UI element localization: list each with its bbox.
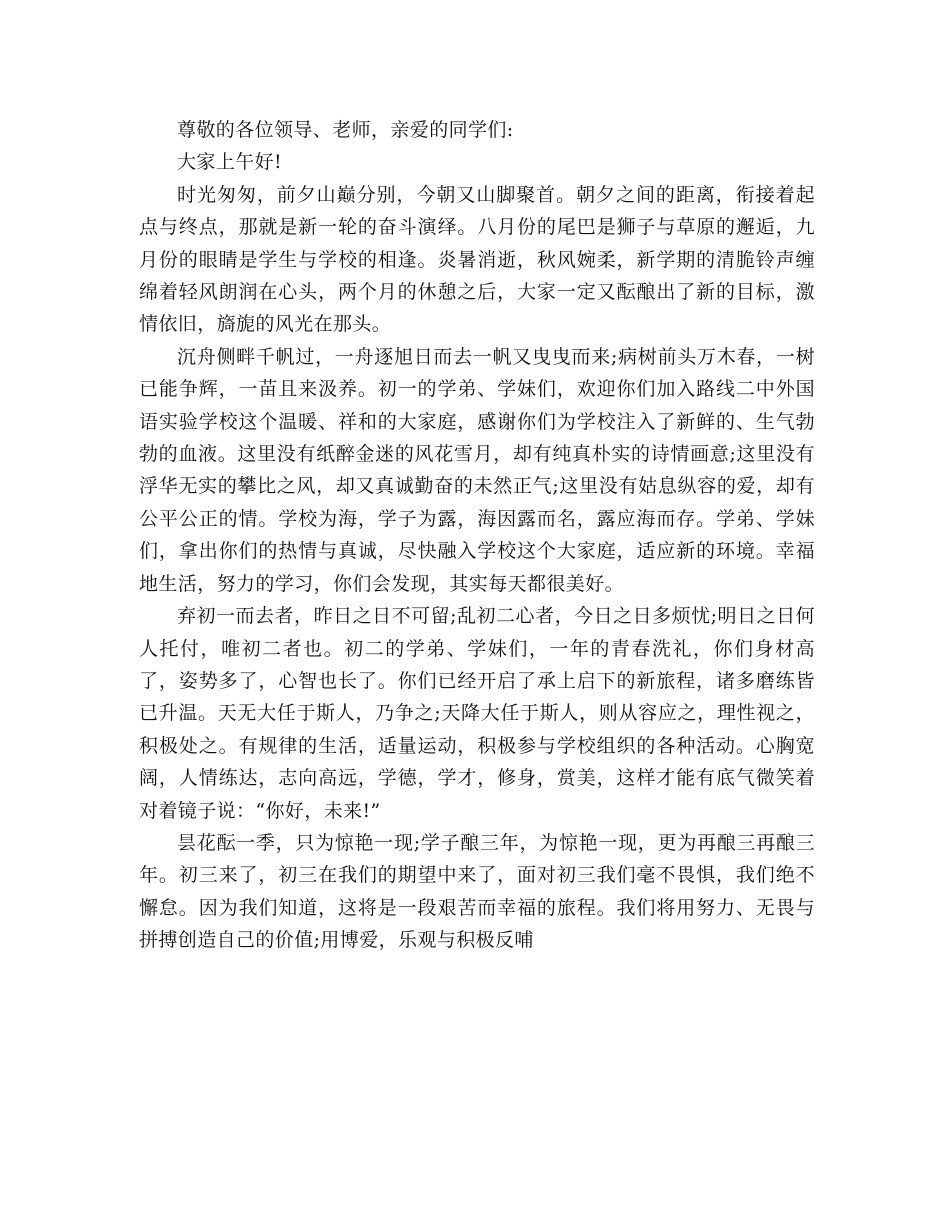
paragraph-grade-two: 弃初一而去者，昨日之日不可留;乱初二心者，今日之日多烦忧;明日之日何人托付，唯初二者也。初二的学弟、学妹们，一年的青春洗礼，你们身材高了，姿势多了，心智也长了。你们已经开启了承上启下的新旅程，诸多磨练皆已升温。天无大任于斯人，乃争之;天降大任于斯人，则从容应之，理性视之，积极处之。有规律的生活，适量运动，积极参与学校组织的各种活动。心胸宽阔，人情练达，志向高远，学德，学才，修身，赏美，这样才能有底气微笑着对着镜子说：“你好，未来!” (139, 605, 815, 822)
paragraph-grade-three: 昙花酝一季，只为惊艳一现;学子酿三年，为惊艳一现，更为再酿三再酿三年。初三来了，初三在我们的期望中来了，面对初三我们毫不畏惧，我们绝不懈怠。因为我们知道，这将是一段艰苦而幸福的旅程。我们将用努力、无畏与拼搏创造自己的价值;用博爱，乐观与积极反哺 (139, 831, 815, 952)
speech-body (139, 114, 815, 957)
salutation: 尊敬的各位领导、老师，亲爱的同学们: (177, 119, 514, 141)
greeting: 大家上午好! (177, 151, 283, 174)
paragraph-opening: 时光匆匆，前夕山巅分别，今朝又山脚聚首。朝夕之间的距离，衔接着起点与终点，那就是新一轮的奋斗演绎。八月份的尾巴是狮子与草原的邂逅，九月份的眼睛是学生与学校的相逢。炎暑消逝，秋风婉柔，新学期的清脆铃声缠绵着轻风朗润在心头，两个月的休憩之后，大家一定又酝酿出了新的目标，激情依旧，旖旎的风光在那头。 (139, 183, 815, 336)
paragraph-grade-one: 沉舟侧畔千帆过，一舟逐旭日而去一帆又曳曳而来;病树前头万木春，一树已能争辉，一苗且来汲养。初一的学弟、学妹们，欢迎你们加入路线二中外国语实验学校这个温暖、祥和的大家庭，感谢你们为学校注入了新鲜的、生气勃勃的血液。这里没有纸醉金迷的风花雪月，却有纯真朴实的诗情画意;这里没有浮华无实的攀比之风，却又真诚勤奋的未然正气;这里没有姑息纵容的爱，却有公平公正的情。学校为海，学子为露，海因露而名，露应海而存。学弟、学妹们，拿出你们的热情与真诚，尽快融入学校这个大家庭，适应新的环境。幸福地生活，努力的学习，你们会发现，其实每天都很美好。 (139, 345, 815, 595)
